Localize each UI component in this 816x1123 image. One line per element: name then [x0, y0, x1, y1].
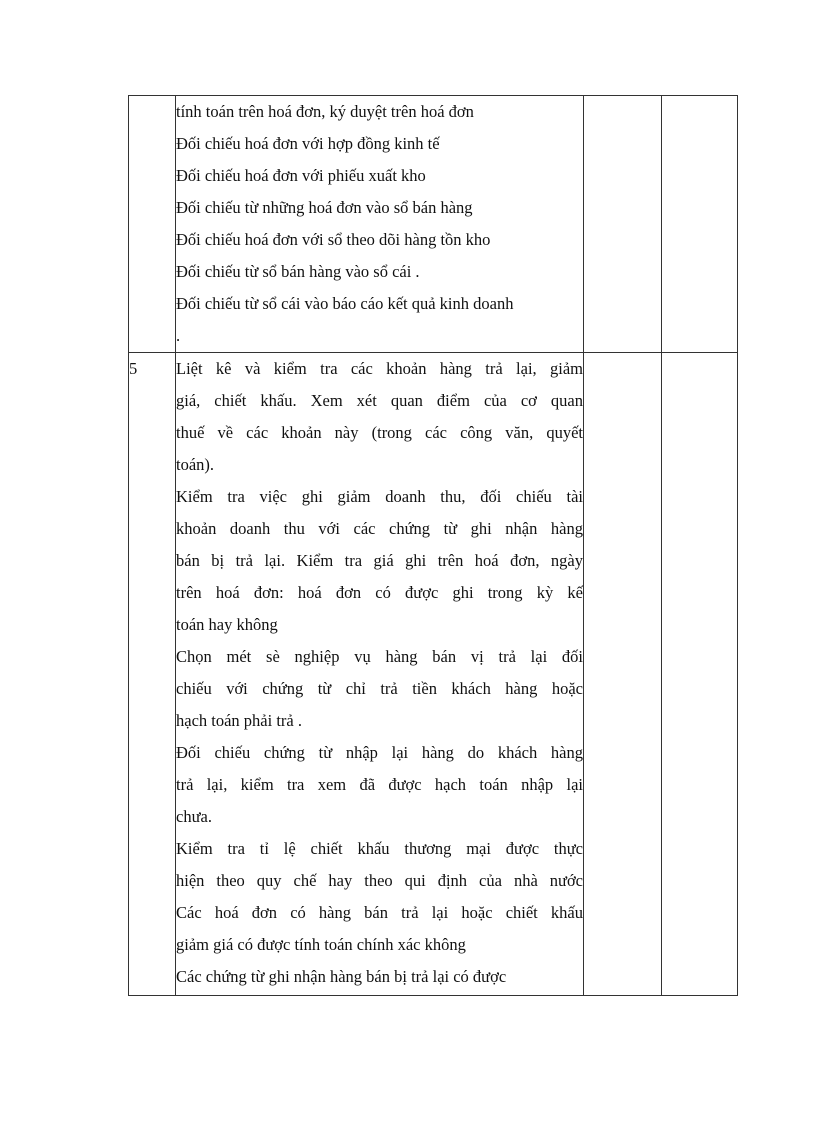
procedure-line: giảm giá có được tính toán chính xác không: [176, 935, 466, 954]
empty-cell: [584, 96, 662, 353]
procedure-line: Đối chiếu từ sổ bán hàng vào sổ cái .: [176, 262, 420, 281]
procedure-line: Đối chiếu hoá đơn với phiếu xuất kho: [176, 166, 426, 185]
table-row: [129, 96, 738, 353]
procedure-line: Đối chiếu từ những hoá đơn vào sổ bán hàng: [176, 198, 473, 217]
procedure-line: Kiểm tra tỉ lệ chiết khấu thương mại được thực: [176, 839, 583, 858]
procedure-line: toán).: [176, 455, 215, 474]
procedure-line: thuế về các khoản này (trong các công văn, quyết: [176, 423, 583, 442]
empty-cell: [662, 353, 738, 996]
procedure-line: bán bị trả lại. Kiểm tra giá ghi trên hoá đơn, ngày: [176, 551, 583, 570]
procedure-line: Các chứng từ ghi nhận hàng bán bị trả lại có được: [176, 967, 507, 986]
procedure-line: giá, chiết khấu. Xem xét quan điểm của cơ quan: [176, 391, 583, 410]
procedure-line: Liệt kê và kiểm tra các khoản hàng trả lại, giảm: [176, 359, 583, 378]
procedure-line: trên hoá đơn: hoá đơn có được ghi trong kỳ kế: [176, 583, 583, 602]
procedure-line: chiếu với chứng từ chỉ trả tiền khách hàng hoặc: [176, 679, 583, 698]
row-number-cell: [129, 96, 176, 353]
procedure-line: Đối chiếu hoá đơn với hợp đồng kinh tế: [176, 134, 440, 153]
procedure-line: hiện theo quy chế hay theo qui định của nhà nước: [176, 871, 583, 890]
table-row: [129, 353, 738, 996]
procedure-line: .: [176, 326, 181, 345]
row-number-cell: 5: [129, 353, 176, 996]
procedure-line: trả lại, kiểm tra xem đã được hạch toán nhập lại: [176, 775, 583, 794]
procedure-line: Đối chiếu hoá đơn với sổ theo dõi hàng tồn kho: [176, 230, 491, 249]
procedure-line: toán hay không: [176, 615, 278, 634]
procedure-line: Các hoá đơn có hàng bán trả lại hoặc chiết khấu: [176, 903, 583, 922]
procedure-description-cell: [176, 353, 584, 996]
procedure-line: hạch toán phải trả .: [176, 711, 302, 730]
procedure-line: khoản doanh thu với các chứng từ ghi nhận hàng: [176, 519, 583, 538]
procedure-line: chưa.: [176, 807, 212, 826]
procedure-line: Chọn mét sè nghiệp vụ hàng bán vị trả lại đối: [176, 647, 583, 666]
procedure-line: Đối chiếu từ sổ cái vào báo cáo kết quả kinh doanh: [176, 294, 514, 313]
empty-cell: [584, 353, 662, 996]
audit-procedure-table: [128, 95, 738, 996]
procedure-line: tính toán trên hoá đơn, ký duyệt trên hoá đơn: [176, 102, 474, 121]
procedure-description-cell: [176, 96, 584, 353]
procedure-line: Kiểm tra việc ghi giảm doanh thu, đối chiếu tài: [176, 487, 583, 506]
procedure-line: Đối chiếu chứng từ nhập lại hàng do khách hàng: [176, 743, 583, 762]
empty-cell: [662, 96, 738, 353]
